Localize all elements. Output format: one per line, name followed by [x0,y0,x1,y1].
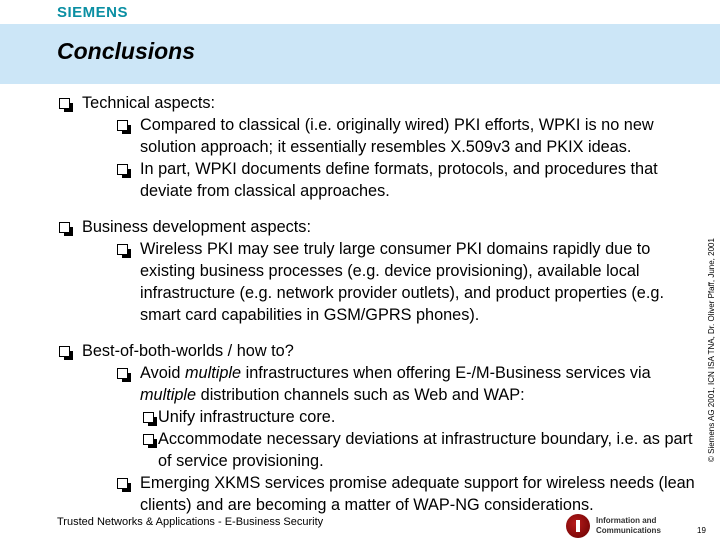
section-heading: Technical aspects: [82,94,216,112]
bullet-box-icon [117,478,128,489]
section-business [57,216,702,326]
ic-logo-icon [566,514,590,538]
ic-logo-line2: Communications [596,526,661,535]
bullet-box-icon [143,434,154,445]
section-heading: Best-of-both-worlds / how to? [82,342,294,360]
ic-logo-line1: Information and [596,516,657,525]
bullet-box-icon [117,368,128,379]
list-item-text: Wireless PKI may see truly large consumer PKI domains rapidly due to existing business processes (e.g. device provisioning), available local infrastructure (e.g. network provider outlets), and product properties (e.g. smart card capabilities in GSM/GPRS phones). [140,240,664,324]
emphasis: multiple [184,364,242,382]
bullet-box-icon [59,346,70,357]
list-item-text: Avoid [140,364,185,382]
bullet-box-icon [59,222,70,233]
copyright-sidebar: © Siemens AG 2001, ICN ISA TNA, Dr. Oliver Pfaff, June, 2001 [707,238,716,462]
list-item [82,158,702,202]
siemens-logo: SIEMENS [57,4,129,21]
page-number: 19 [697,526,706,535]
list-item-text: Compared to classical (i.e. originally wired) PKI efforts, WPKI is no new solution approach; it essentially resembles X.509v3 and PKIX ideas. [140,116,654,156]
section-heading: Business development aspects: [82,218,311,236]
section-best-of-both [57,340,702,516]
slide-content [57,92,702,530]
bullet-box-icon [143,412,154,423]
list-item [82,406,702,428]
list-item-text: Emerging XKMS services promise adequate support for wireless needs (lean clients) and are becoming a matter of WAP-NG considerations. [140,474,695,514]
list-item [82,472,702,516]
bullet-box-icon [117,164,128,175]
bullet-box-icon [117,244,128,255]
section-technical [57,92,702,202]
header-band [0,0,720,84]
emphasis: multiple [140,386,197,404]
ic-logo-label [596,516,676,536]
footer-text: Trusted Networks & Applications - E-Business Security [57,516,324,528]
list-item-text: In part, WPKI documents define formats, protocols, and procedures that deviate from classical approaches. [140,160,658,200]
list-item [82,362,702,472]
list-item [82,238,702,326]
list-item-text: Accommodate necessary deviations at infrastructure boundary, i.e. as part of service provisioning. [158,430,693,470]
list-item [82,428,702,472]
page-title: Conclusions [57,38,196,64]
bullet-box-icon [59,98,70,109]
list-item [82,114,702,158]
list-item-text: Unify infrastructure core. [158,408,336,426]
list-item-text: infrastructures when offering E-/M-Business services via [241,364,651,382]
list-item-text: distribution channels such as Web and WAP: [196,386,525,404]
bullet-box-icon [117,120,128,131]
